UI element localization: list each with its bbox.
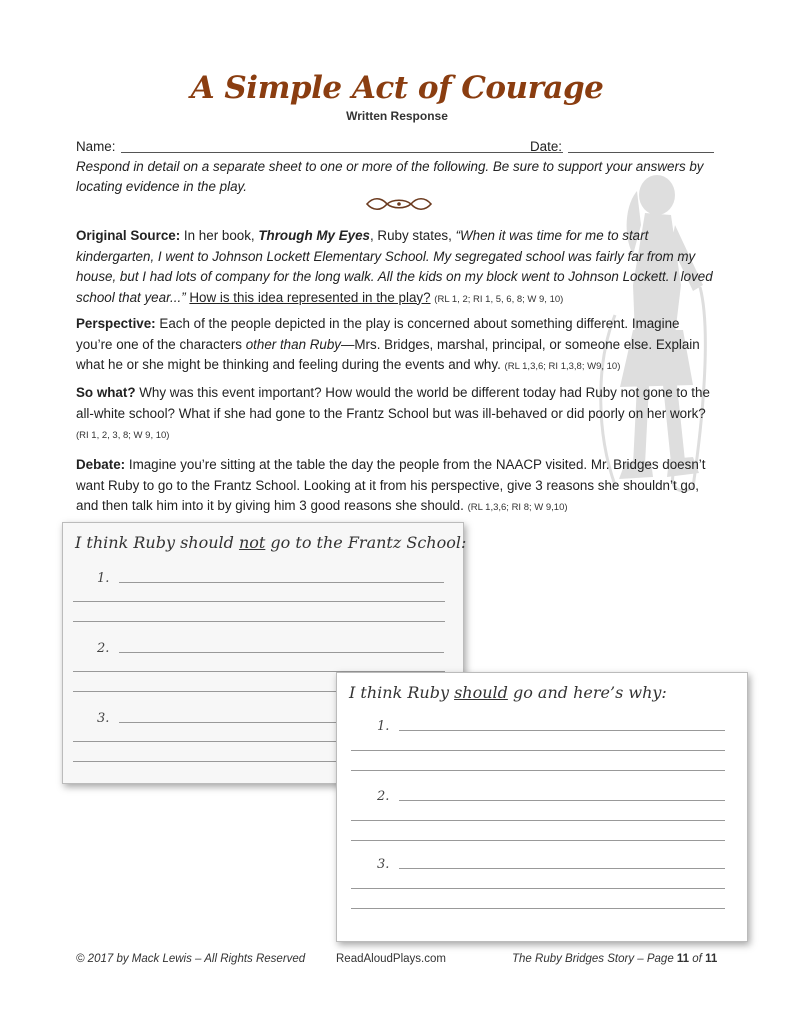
footer-page-number: The Ruby Bridges Story – Page 11 of 11 bbox=[512, 953, 718, 965]
date-field[interactable] bbox=[568, 152, 714, 153]
answer-line[interactable] bbox=[399, 800, 725, 801]
prompt-text: —Mrs. Bridges, marshal, principal, or someone else. Explain what he or she might be thinking and feeling during the events and why. bbox=[76, 336, 700, 372]
page-title: A Simple Act of Courage bbox=[190, 70, 604, 106]
reason-number: 1. bbox=[377, 719, 390, 734]
ruby-quote: “When it was time for me to start kindergarten, I went to Johnson Lockett Elementary School. My segregated school was fairly far from my house, but I had lots of company for the long walk. All the kids on my block went to Johnson Lockett. I loved school that year...” bbox=[76, 228, 713, 305]
standards-ref: (RI 1, 2, 3, 8; W 9, 10) bbox=[76, 430, 170, 441]
answer-line[interactable] bbox=[119, 652, 444, 653]
answer-line[interactable] bbox=[351, 820, 725, 821]
date-label: Date: bbox=[530, 139, 563, 154]
prompt-states: , Ruby states, bbox=[369, 228, 456, 243]
prompt-original-source bbox=[76, 226, 718, 310]
answer-line[interactable] bbox=[351, 770, 725, 771]
card-heading: I think Ruby should go and here’s why: bbox=[349, 683, 667, 702]
reason-number: 2. bbox=[97, 641, 110, 656]
answer-line[interactable] bbox=[399, 868, 725, 869]
prompt-intro: In her book, bbox=[183, 228, 259, 243]
answer-line[interactable] bbox=[351, 908, 725, 909]
page-subtitle: Written Response bbox=[346, 109, 448, 123]
prompt-text: Why was this event important? How would the world be different today had Ruby not gone to the all-white school? What if she had gone to the Frantz School but was ill-behaved or did poorly on her work? bbox=[76, 385, 710, 421]
prompt-text: Each of the people depicted in the play is concerned about something different. Imagine you’re one of the characters bbox=[76, 316, 680, 352]
answer-line[interactable] bbox=[73, 621, 445, 622]
prompt-question: How is this idea represented in the play? bbox=[189, 289, 431, 305]
footer-copyright: © 2017 by Mack Lewis – All Rights Reserved bbox=[76, 953, 306, 965]
reasons-should-card bbox=[336, 672, 748, 942]
standards-ref: (RL 1, 2; RI 1, 5, 6, 8; W 9, 10) bbox=[434, 293, 564, 305]
answer-line[interactable] bbox=[73, 601, 445, 602]
reason-number: 1. bbox=[97, 571, 110, 586]
name-label: Name: bbox=[76, 139, 116, 154]
prompt-text: Imagine you’re sitting at the table the day the people from the NAACP visited. Mr. Bridges doesn’t want Ruby to go to the Frantz School. Looking at it from his perspective, give 3 reasons she shouldn’t go, and then talk him into it by giving him 3 good reasons she should. bbox=[76, 457, 706, 513]
prompt-heading: Perspective: bbox=[76, 316, 156, 331]
answer-line[interactable] bbox=[119, 582, 444, 583]
answer-line[interactable] bbox=[351, 888, 725, 889]
decorative-divider-icon bbox=[365, 196, 433, 212]
book-title: Through My Eyes bbox=[258, 228, 370, 243]
reason-number: 2. bbox=[377, 789, 390, 804]
answer-line[interactable] bbox=[351, 840, 725, 841]
prompt-heading: So what? bbox=[76, 385, 136, 400]
answer-line[interactable] bbox=[399, 730, 725, 731]
prompt-debate bbox=[76, 455, 718, 519]
reason-number: 3. bbox=[377, 857, 390, 872]
standards-ref: (RL 1,3,6; RI 8; W 9,10) bbox=[467, 502, 568, 513]
name-field[interactable] bbox=[121, 152, 563, 153]
footer-site: ReadAloudPlays.com bbox=[336, 953, 446, 965]
prompt-heading: Debate: bbox=[76, 457, 126, 472]
standards-ref: (RL 1,3,6; RI 1,3,8; W9, 10) bbox=[504, 361, 621, 372]
prompt-emphasis: other than Ruby bbox=[245, 336, 342, 352]
reason-number: 3. bbox=[97, 711, 110, 726]
prompt-perspective bbox=[76, 314, 718, 378]
prompt-so-what bbox=[76, 383, 718, 447]
instructions: Respond in detail on a separate sheet to one or more of the following. Be sure to support your answers by locating evidence in the play. bbox=[76, 159, 704, 194]
card-heading: I think Ruby should not go to the Frantz School: bbox=[75, 533, 467, 552]
prompt-heading: Original Source: bbox=[76, 228, 181, 243]
answer-line[interactable] bbox=[351, 750, 725, 751]
